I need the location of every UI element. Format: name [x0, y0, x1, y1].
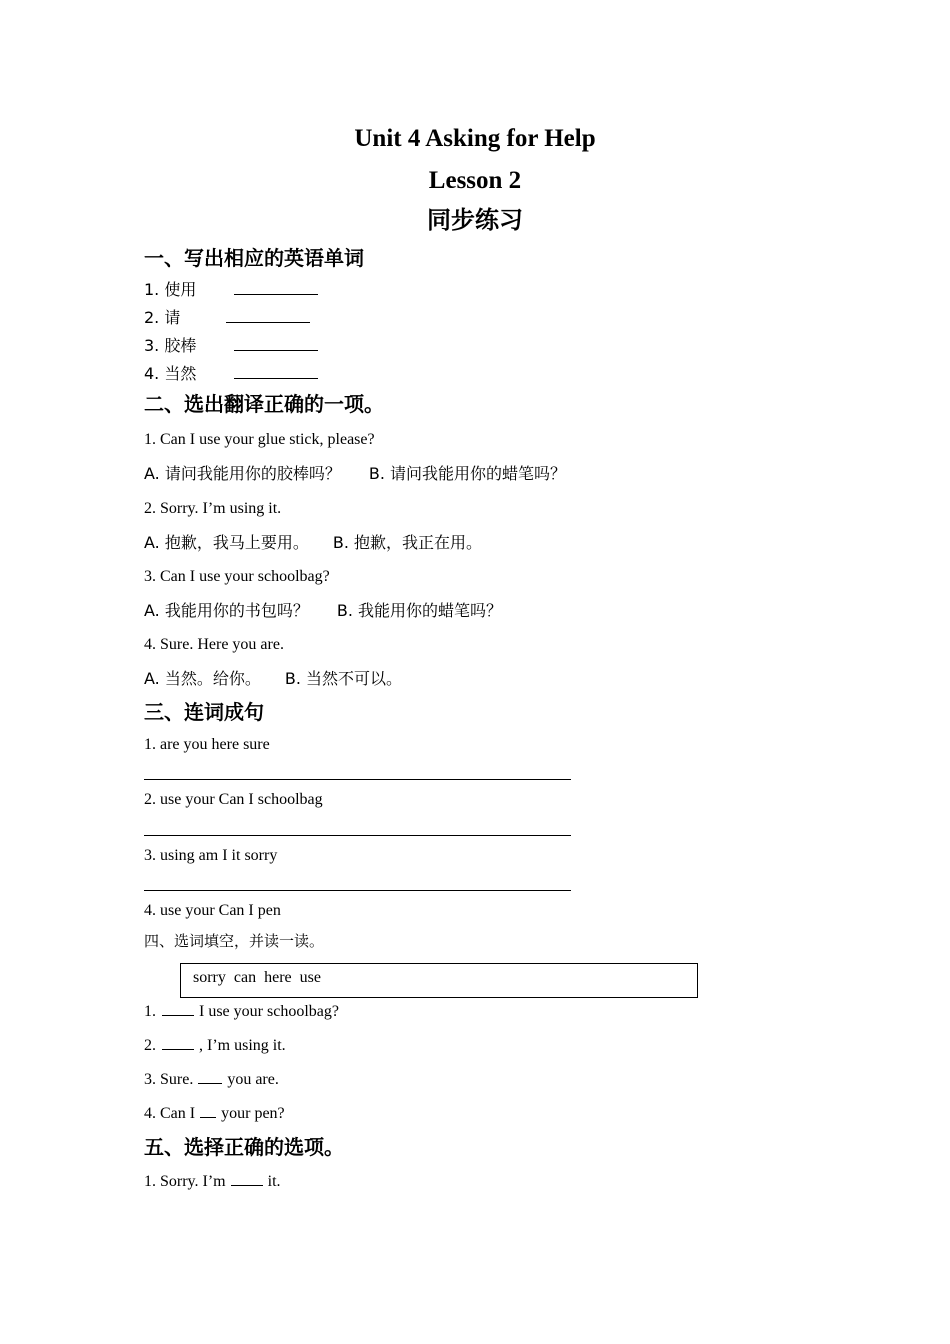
section2-options-1: A. 请问我能用你的胶棒吗？ B. 请问我能用你的蜡笔吗？: [144, 464, 566, 483]
section3-item-4: 4. use your Can I pen: [144, 902, 281, 919]
section2-options-2: A. 抱歉，我马上要用。 B. 抱歉，我正在用。: [144, 533, 482, 552]
answer-line: [144, 835, 571, 836]
section2-heading: 二、选出翻译正确的一项。: [144, 392, 384, 416]
section2-options-4: A. 当然。给你。 B. 当然不可以。: [144, 669, 402, 688]
fill-blank: [200, 1116, 216, 1118]
section2-question-3: 3. Can I use your schoolbag?: [144, 568, 330, 585]
section4-item-2: 2. , I’m using it.: [144, 1037, 286, 1054]
fill-blank: [162, 1014, 194, 1016]
answer-blank: [234, 349, 318, 351]
section3-item-3: 3. using am I it sorry: [144, 847, 278, 864]
section3-item-1: 1. are you here sure: [144, 736, 270, 753]
section2-options-3: A. 我能用你的书包吗？ B. 我能用你的蜡笔吗？: [144, 601, 502, 620]
section4-heading: 四、选词填空，并读一读。: [144, 932, 325, 950]
word-box-words: sorry can here use: [193, 969, 321, 986]
unit-title: Unit 4 Asking for Help: [354, 125, 596, 152]
section1-item-2: 2. 请: [144, 310, 310, 326]
answer-blank: [234, 293, 318, 295]
section5-heading: 五、选择正确的选项。: [144, 1135, 344, 1159]
fill-blank: [231, 1184, 263, 1186]
answer-blank: [234, 377, 318, 379]
section1-item-1: 1. 使用: [144, 282, 318, 298]
section1-item-4: 4. 当然: [144, 366, 318, 382]
section4-item-1: 1. I use your schoolbag?: [144, 1003, 339, 1020]
answer-blank: [226, 321, 310, 323]
answer-line: [144, 779, 571, 780]
section4-item-3: 3. Sure. you are.: [144, 1071, 279, 1088]
fill-blank: [162, 1048, 194, 1050]
section3-item-2: 2. use your Can I schoolbag: [144, 791, 323, 808]
exercise-subtitle: 同步练习: [427, 206, 523, 234]
section1-heading: 一、写出相应的英语单词: [144, 246, 364, 270]
section3-heading: 三、连词成句: [144, 700, 264, 724]
answer-line: [144, 890, 571, 891]
section1-item-3: 3. 胶棒: [144, 338, 318, 354]
section2-question-2: 2. Sorry. I’m using it.: [144, 500, 282, 517]
section2-question-1: 1. Can I use your glue stick, please?: [144, 431, 375, 448]
fill-blank: [198, 1082, 222, 1084]
lesson-title: Lesson 2: [428, 167, 522, 194]
section4-item-4: 4. Can I your pen?: [144, 1105, 285, 1122]
section2-question-4: 4. Sure. Here you are.: [144, 636, 284, 653]
word-box: [180, 963, 698, 998]
section5-item-1: 1. Sorry. I’m it.: [144, 1173, 281, 1190]
